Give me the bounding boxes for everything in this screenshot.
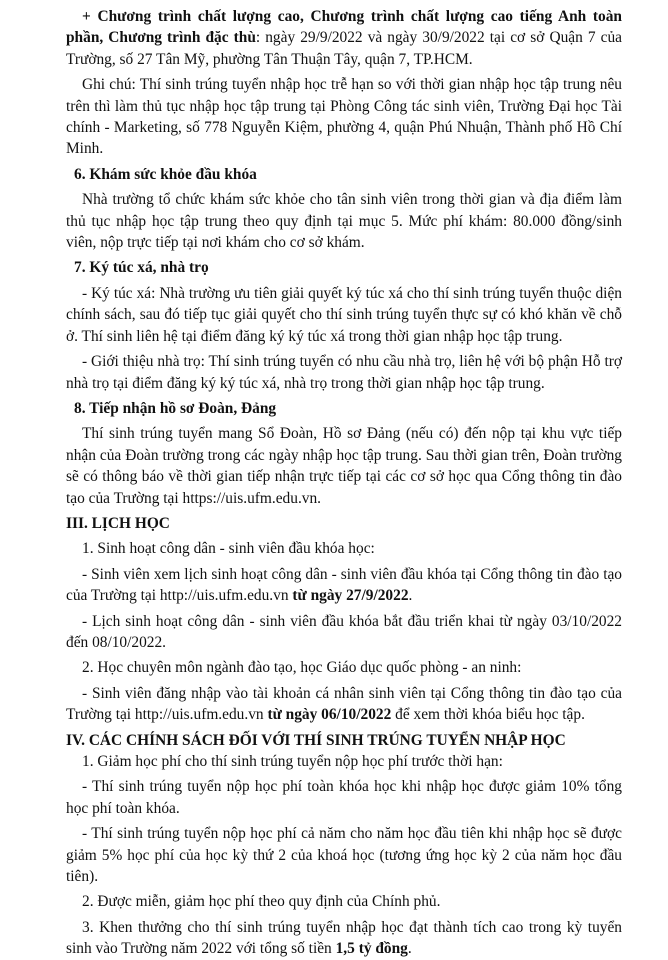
reward-text: 3. Khen thưởng cho thí sinh trúng tuyển nhập học đạt thành tích cao trong kỳ tuyển sinh vào Trường năm 2022 với tổng số tiền bbox=[66, 918, 622, 958]
section-6-heading: 6. Khám sức khỏe đầu khóa bbox=[74, 165, 257, 183]
reward-paragraph bbox=[66, 917, 622, 960]
civic-activity-item: 1. Sinh hoạt công dân - sinh viên đầu khóa học: bbox=[82, 540, 375, 558]
health-check-paragraph: Nhà trường tổ chức khám sức khỏe cho tân sinh viên trong thời gian và địa điểm làm thủ tục nhập học tập trung theo quy định tại mục 5. Mức phí khám: 80.000 đồng/sinh viên, nộp trực tiếp tại nơi khám cho cơ sở khám. bbox=[66, 191, 622, 252]
government-exemption-item: 2. Được miễn, giảm học phí theo quy định của Chính phủ. bbox=[82, 893, 441, 911]
first-year-discount-paragraph: - Thí sinh trúng tuyển nộp học phí cả năm cho năm học đầu tiên khi nhập học sẽ được giảm 5% học phí của học kỳ thứ 2 của khoá học (tương ứng học kỳ 2 của năm học đầu tiên). bbox=[66, 825, 622, 886]
schedule-paragraph bbox=[66, 6, 622, 70]
timetable-text: - Sinh viên đăng nhập vào tài khoản cá nhân sinh viên tại Cổng thông tin đào tạo của Trường tại http://uis.ufm.edu.vn bbox=[66, 684, 622, 724]
tuition-discount-item: 1. Giảm học phí cho thí sinh trúng tuyển nộp học phí trước thời hạn: bbox=[82, 753, 503, 770]
major-study-item: 2. Học chuyên môn ngành đào tạo, học Giáo dục quốc phòng - an ninh: bbox=[82, 659, 522, 677]
civic-schedule-date: từ ngày 27/9/2022 bbox=[292, 587, 409, 605]
civic-schedule-text: - Sinh viên xem lịch sinh hoạt công dân - sinh viên đầu khóa tại Cổng thông tin đào tạo của Trường tại http://uis.ufm.edu.vn bbox=[66, 565, 622, 605]
late-enrollment-note: Ghi chú: Thí sinh trúng tuyển nhập học trễ hạn so với thời gian nhập học tập trung nêu trên thì làm thủ tục nhập học tập trung tại Phòng Công tác sinh viên, Trường Đại học Tài chính - Marketing, số 778 Nguyễn Kiệm, phường 4, quận Phú Nhuận, Thành phố Hồ Chí Minh. bbox=[66, 76, 622, 158]
section-7-heading: 7. Ký túc xá, nhà trọ bbox=[74, 259, 209, 277]
section-III-heading: III. LỊCH HỌC bbox=[66, 514, 170, 532]
program-list: + Chương trình chất lượng cao, Chương trình chất lượng cao tiếng Anh toàn phần, Chương trình đặc thù bbox=[66, 8, 622, 47]
timetable-paragraph bbox=[66, 683, 622, 726]
civic-schedule-dates-paragraph: - Lịch sinh hoạt công dân - sinh viên đầu khóa bắt đầu triển khai từ ngày 03/10/2022 đến 08/10/2022. bbox=[66, 612, 622, 651]
timetable-text-end: để xem thời khóa biểu học tập. bbox=[391, 706, 585, 724]
civic-schedule-view-paragraph bbox=[66, 564, 622, 607]
reward-amount: 1,5 tỷ đồng bbox=[335, 940, 408, 958]
timetable-date: từ ngày 06/10/2022 bbox=[267, 706, 392, 724]
full-course-discount-paragraph: - Thí sinh trúng tuyển nộp học phí toàn khóa học khi nhập học được giảm 10% tổng học phí toàn khóa. bbox=[66, 778, 622, 817]
schedule-details: : ngày 29/9/2022 và ngày 30/9/2022 tại cơ sở Quận 7 của Trường, số 27 Tân Mỹ, phường Tân Thuận Tây, quận 7, TP.HCM. bbox=[66, 29, 622, 68]
dormitory-paragraph: - Ký túc xá: Nhà trường ưu tiên giải quyết ký túc xá cho thí sinh trúng tuyển thuộc diện chính sách, sau đó tiếp tục giải quyết cho thí sinh trúng tuyển thực sự có khó khăn về chỗ ở. Thí sinh liên hệ tại điểm đăng ký ký túc xá trong thời gian nhập học tập trung. bbox=[66, 284, 622, 345]
union-records-paragraph: Thí sinh trúng tuyển mang Sổ Đoàn, Hồ sơ Đảng (nếu có) đến nộp tại khu vực tiếp nhận của Đoàn trường trong các ngày nhập học tập trung. Sau thời gian trên, Đoàn trường sẽ có thông báo về thời gian tiếp nhận trực tiếp tại các cơ sở học qua Cổng thông tin đào tạo của Trường tại https://uis.ufm.edu.vn. bbox=[66, 425, 622, 507]
period: . bbox=[407, 940, 412, 958]
section-IV-heading: IV. CÁC CHÍNH SÁCH ĐỐI VỚI THÍ SINH TRÚNG TUYỂN NHẬP HỌC bbox=[66, 731, 566, 749]
boarding-house-paragraph: - Giới thiệu nhà trọ: Thí sinh trúng tuyển có nhu cầu nhà trọ, liên hệ với bộ phận Hỗ trợ nhà trọ tại điểm đăng ký ký túc xá, nhà trọ trong thời gian nhập học tập trung. bbox=[66, 353, 622, 392]
section-8-heading: 8. Tiếp nhận hồ sơ Đoàn, Đảng bbox=[74, 399, 277, 417]
period: . bbox=[408, 587, 413, 605]
